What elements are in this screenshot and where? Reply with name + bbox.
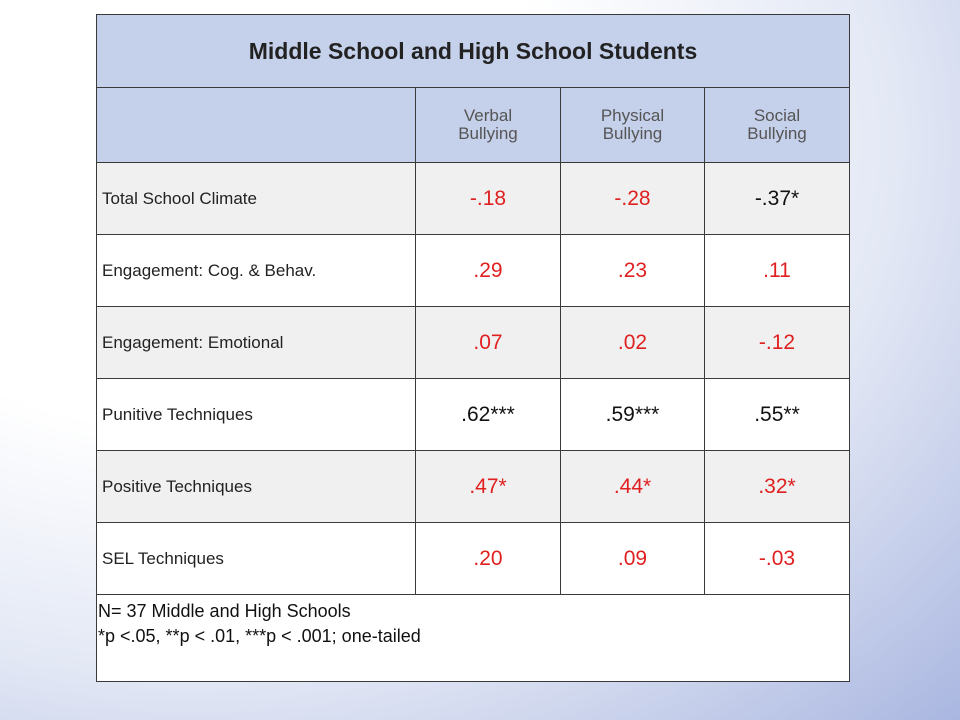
row-label: Engagement: Cog. & Behav.: [97, 235, 416, 307]
column-header-line2: Bullying: [602, 124, 663, 143]
table-row: [97, 307, 850, 379]
cell-value: .59***: [561, 379, 705, 451]
header-empty-cell: [97, 88, 416, 163]
cell-value: .44*: [561, 451, 705, 523]
cell-value: .29: [416, 235, 561, 307]
row-label: Total School Climate: [97, 163, 416, 235]
table-title: Middle School and High School Students: [97, 15, 850, 88]
table-footnote-row: [97, 595, 850, 682]
row-label: Positive Techniques: [97, 451, 416, 523]
cell-value: .09: [561, 523, 705, 595]
row-label: Engagement: Emotional: [97, 307, 416, 379]
correlation-table: [96, 14, 850, 682]
footnote-sample-size: N= 37 Middle and High Schools: [98, 601, 351, 621]
cell-value: .02: [561, 307, 705, 379]
column-header-line2: Bullying: [747, 124, 807, 143]
table-footnote: [97, 595, 850, 682]
cell-value: .47*: [416, 451, 561, 523]
table-row: [97, 451, 850, 523]
cell-value: -.18: [416, 163, 561, 235]
cell-value: -.12: [705, 307, 850, 379]
cell-value: -.37*: [705, 163, 850, 235]
cell-value: -.03: [705, 523, 850, 595]
footnote-significance: *p <.05, **p < .01, ***p < .001; one-tailed: [98, 626, 421, 646]
cell-value: -.28: [561, 163, 705, 235]
column-header-line2: Bullying: [458, 124, 518, 143]
cell-value: .11: [705, 235, 850, 307]
cell-value: .23: [561, 235, 705, 307]
table-row: [97, 379, 850, 451]
table-row: [97, 235, 850, 307]
column-header: [416, 88, 561, 163]
column-header: [561, 88, 705, 163]
column-header: [705, 88, 850, 163]
row-label: Punitive Techniques: [97, 379, 416, 451]
column-header-line1: Physical: [600, 106, 665, 125]
table-row: [97, 523, 850, 595]
cell-value: .32*: [705, 451, 850, 523]
table-title-row: [97, 15, 850, 88]
cell-value: .55**: [705, 379, 850, 451]
table-header-row: [97, 88, 850, 163]
cell-value: .07: [416, 307, 561, 379]
column-header-line1: Social: [753, 106, 801, 125]
cell-value: .20: [416, 523, 561, 595]
column-header-line1: Verbal: [463, 106, 513, 125]
table-row: [97, 163, 850, 235]
cell-value: .62***: [416, 379, 561, 451]
row-label: SEL Techniques: [97, 523, 416, 595]
